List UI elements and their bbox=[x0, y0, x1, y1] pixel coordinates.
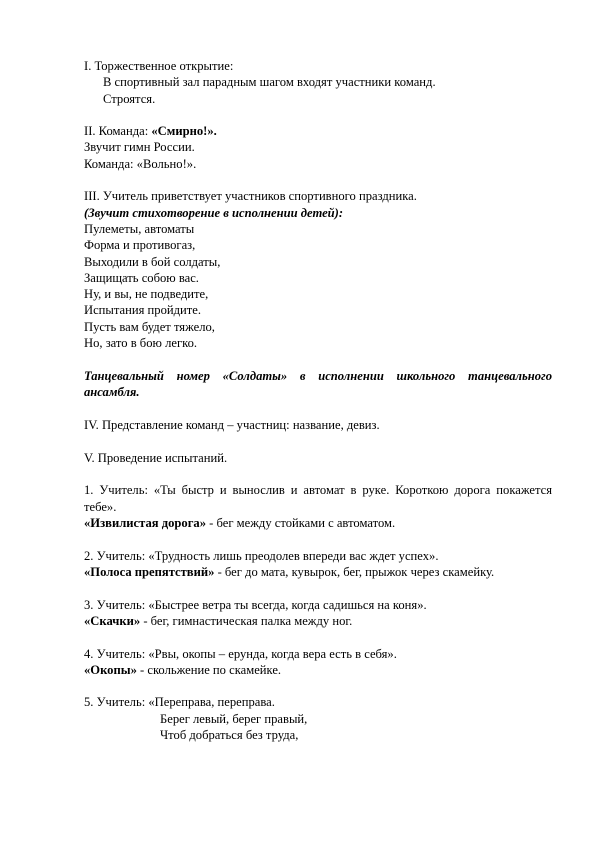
section-2-anthem: Звучит гимн России. bbox=[84, 140, 195, 155]
test-teacher: 4. Учитель: «Рвы, окопы – ерунда, когда вера есть в себя». bbox=[84, 646, 397, 661]
test-desc: - скольжение по скамейке. bbox=[136, 662, 282, 677]
poem-line: Защищать собою вас. bbox=[84, 270, 199, 285]
poem-line: Пусть вам будет тяжело, bbox=[84, 319, 215, 334]
command-1-prefix: II. Команда: bbox=[84, 124, 152, 139]
test-line bbox=[84, 662, 552, 678]
test-desc: - бег до мата, кувырок, бег, прыжок через скамейку. bbox=[214, 565, 495, 580]
test-desc: - бег, гимнастическая палка между ног. bbox=[140, 613, 353, 628]
test-item bbox=[84, 597, 552, 630]
poem-line: Но, зато в бою легко. bbox=[84, 336, 198, 351]
section-1-heading: I. Торжественное открытие: bbox=[84, 59, 234, 73]
document-page bbox=[84, 58, 552, 743]
test-item bbox=[84, 482, 552, 531]
test-5-line-2: Берег левый, берег правый, bbox=[160, 711, 308, 726]
test-5-line-3: Чтоб добраться без труда, bbox=[160, 727, 299, 742]
section-2-command-2: Команда: «Вольно!». bbox=[84, 156, 197, 171]
poem-line: Ну, и вы, не подведите, bbox=[84, 287, 209, 302]
test-item bbox=[84, 548, 552, 581]
section-1-line-2: Строятся. bbox=[103, 91, 156, 106]
section-5: V. Проведение испытаний. bbox=[84, 450, 228, 465]
test-name: «Окопы» bbox=[84, 662, 137, 677]
section-4: IV. Представление команд – участниц: название, девиз. bbox=[84, 417, 380, 432]
test-item bbox=[84, 646, 552, 679]
test-line bbox=[84, 515, 552, 531]
test-line bbox=[84, 613, 552, 629]
test-line bbox=[84, 564, 552, 580]
dance-number: Танцевальный номер «Солдаты» в исполнении школьного танцевального ансамбля. bbox=[84, 368, 552, 400]
test-5-line-1: 5. Учитель: «Переправа, переправа. bbox=[84, 695, 275, 710]
test-teacher: 3. Учитель: «Быстрее ветра ты всегда, когда садишься на коня». bbox=[84, 597, 427, 612]
poem-line: Выходили в бой солдаты, bbox=[84, 254, 221, 269]
test-desc: - бег между стойками с автоматом. bbox=[206, 516, 396, 531]
test-name: «Скачки» bbox=[84, 613, 141, 628]
test-name: «Полоса препятствий» bbox=[84, 565, 215, 580]
section-3-note: (Звучит стихотворение в исполнении детей): bbox=[84, 205, 344, 220]
command-1-bold: «Смирно!». bbox=[151, 124, 217, 139]
section-2-command-1 bbox=[84, 123, 552, 139]
test-name: «Извилистая дорога» bbox=[84, 516, 207, 531]
poem-line: Пулеметы, автоматы bbox=[84, 221, 195, 236]
test-teacher: 2. Учитель: «Трудность лишь преодолев впереди вас ждет успех». bbox=[84, 548, 439, 563]
test-teacher: 1. Учитель: «Ты быстр и вынослив и автомат в руке. Короткою дорога покажется тебе». bbox=[84, 483, 552, 514]
poem-line: Испытания пройдите. bbox=[84, 303, 202, 318]
section-3-heading: III. Учитель приветствует участников спортивного праздника. bbox=[84, 189, 417, 204]
poem-line: Форма и противогаз, bbox=[84, 238, 196, 253]
section-1-line-1: В спортивный зал парадным шагом входят участники команд. bbox=[103, 75, 436, 90]
